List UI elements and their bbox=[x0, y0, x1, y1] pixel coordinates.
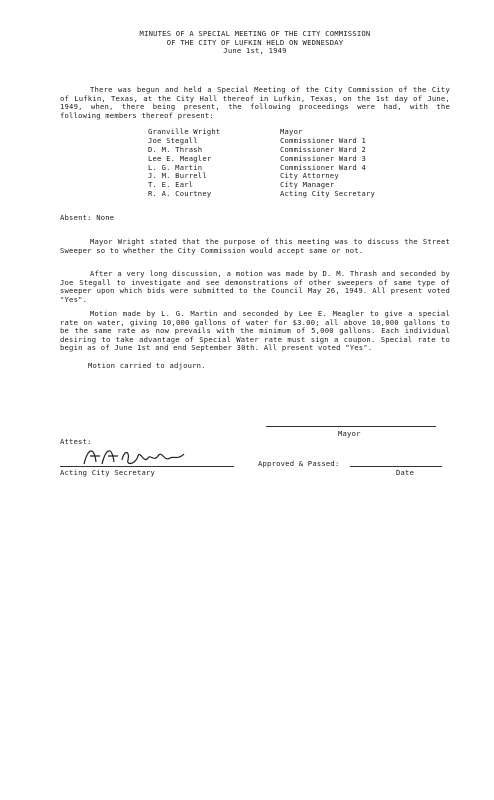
document-title bbox=[60, 30, 450, 56]
member-name: Lee E. Meagler bbox=[148, 153, 212, 163]
intro-paragraph: There was begun and held a Special Meeting of the City Commission of the City of Lufkin, Texas, at the City Hall thereof in Lufkin, Texas, on the 1st day of June, 1949, when, there being present, the following proceedings were had, with the following members thereof present: bbox=[60, 85, 450, 120]
member-name: D. M. Thrash bbox=[148, 144, 203, 154]
member-title: Commissioner Ward 2 bbox=[280, 144, 367, 154]
attest-label: Attest: bbox=[60, 437, 92, 446]
member-title: City Manager bbox=[280, 180, 335, 190]
mayor-label: Mayor bbox=[338, 429, 361, 438]
member-name: J. M. Burrell bbox=[148, 171, 207, 181]
date-label: Date bbox=[396, 468, 415, 477]
title-line-2: OF THE CITY OF LUFKIN HELD ON WEDNESDAY bbox=[166, 37, 344, 47]
title-line-3: June 1st, 1949 bbox=[223, 46, 287, 56]
member-name: Granville Wright bbox=[148, 127, 221, 136]
adjourn-line: Motion carried to adjourn. bbox=[88, 361, 206, 370]
member-name: L. G. Martin bbox=[148, 162, 203, 172]
member-name: T. E. Earl bbox=[148, 180, 194, 190]
members-list bbox=[148, 128, 448, 199]
member-title: City Attorney bbox=[280, 171, 339, 181]
member-title: Acting City Secretary bbox=[280, 189, 376, 199]
member-title: Commissioner Ward 4 bbox=[280, 162, 367, 172]
minutes-item-1: Mayor Wright stated that the purpose of this meeting was to discuss the Street Sweeper so to whether the City Commission would accept same or not. bbox=[60, 237, 450, 255]
minutes-item-2: After a very long discussion, a motion was made by D. M. Thrash and seconded by Joe Stegall to investigate and see demonstrations of other sweepers of same type of sweeper upon which bids were submitted to the Council May 26, 1949. All present voted "Yes". bbox=[60, 269, 450, 304]
member-row bbox=[148, 190, 448, 199]
minutes-item-3: Motion made by L. G. Martin and seconded by Lee E. Meagler to give a special rate on water, giving 10,000 gallons of water for $3.00; all above 10,000 gallons to be the same rate as now prevails with the minimum of 5,000 gallons. Each individual desiring to take advantage of Special Water rate must sign a coupon. Special rate to begin as of June 1st and end September 30th. All present voted "Yes". bbox=[60, 309, 450, 353]
member-title: Mayor bbox=[280, 127, 303, 136]
secretary-label: Acting City Secretary bbox=[60, 468, 156, 477]
title-line-1: MINUTES OF A SPECIAL MEETING OF THE CITY COMMISSION bbox=[139, 29, 371, 38]
approved-label: Approved & Passed: bbox=[258, 459, 340, 468]
member-title: Commissioner Ward 3 bbox=[280, 153, 367, 163]
approved-date-line bbox=[350, 466, 442, 467]
member-name: Joe Stegall bbox=[148, 135, 198, 145]
member-name: R. A. Courtney bbox=[148, 189, 212, 199]
absent-line: Absent: None bbox=[60, 213, 115, 222]
secretary-signature-line bbox=[60, 466, 234, 467]
mayor-signature-line bbox=[266, 426, 436, 427]
member-title: Commissioner Ward 1 bbox=[280, 135, 367, 145]
